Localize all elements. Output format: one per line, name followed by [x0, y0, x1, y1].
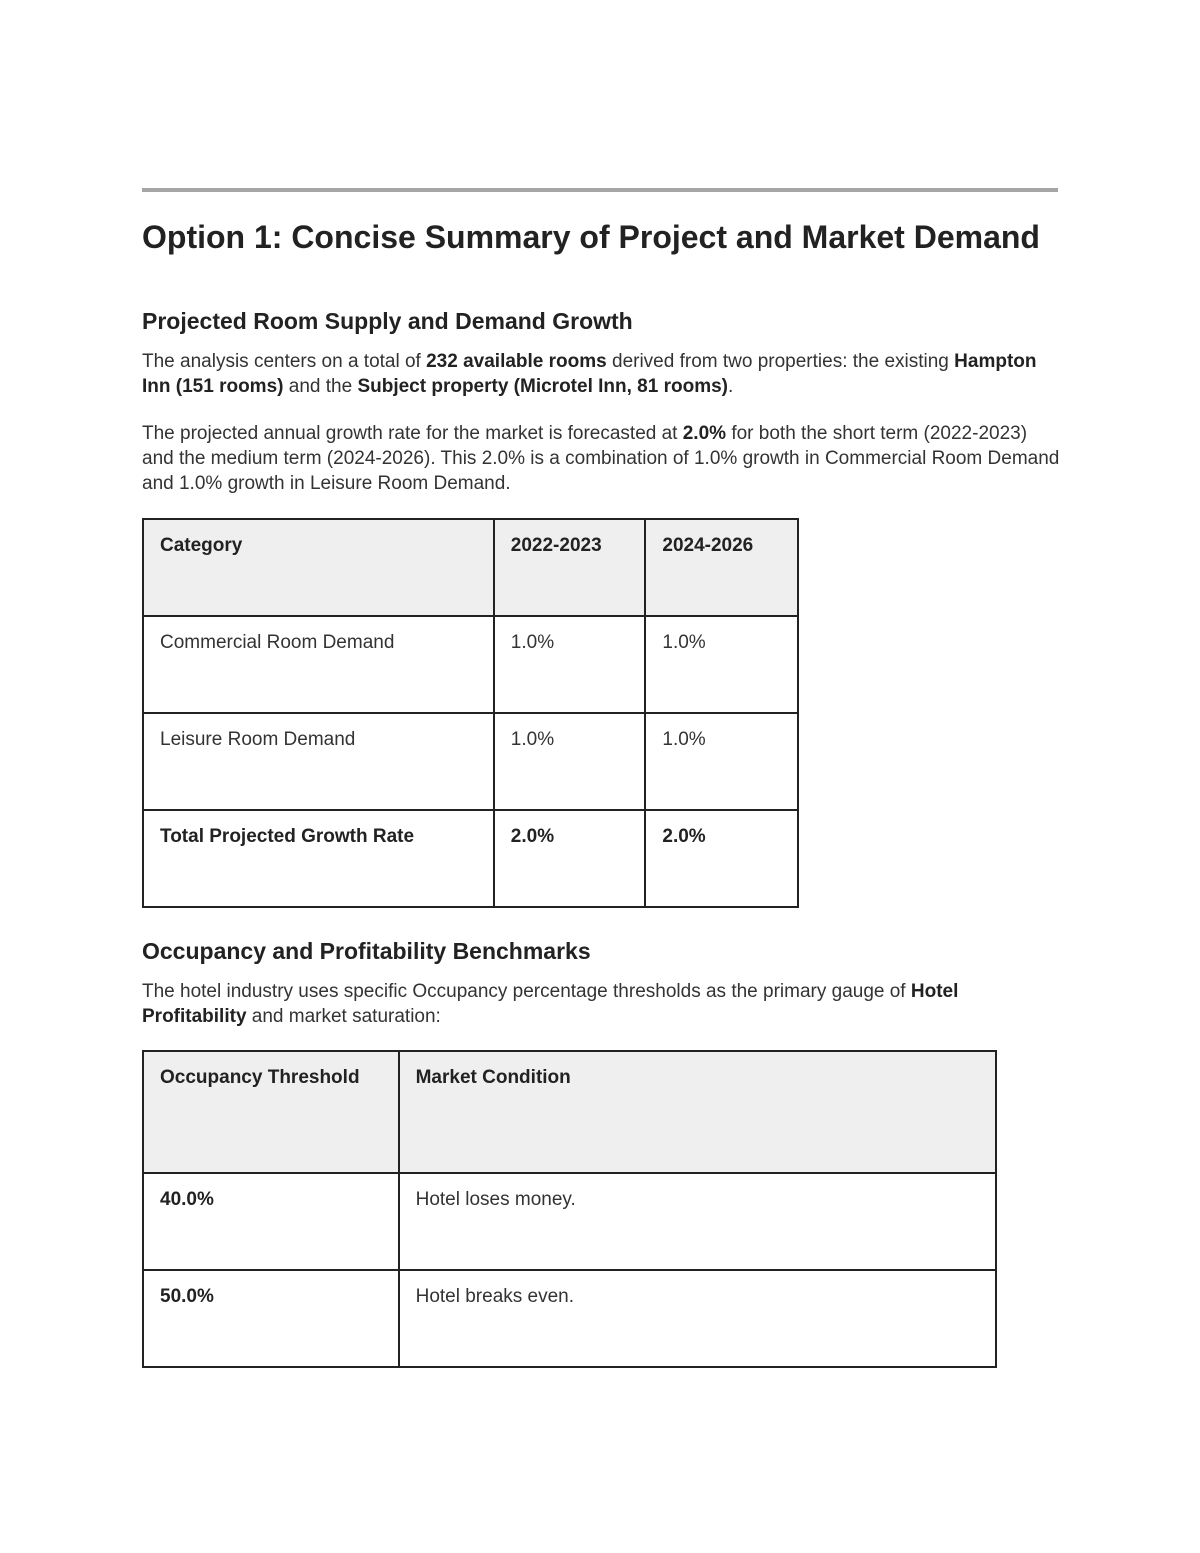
table-cell: Commercial Room Demand — [143, 616, 494, 713]
table-cell: Hotel breaks even. — [399, 1270, 996, 1367]
section-heading-growth: Projected Room Supply and Demand Growth — [142, 308, 633, 334]
growth-paragraph: The projected annual growth rate for the market is forecasted at 2.0% for both the short term (2022-2023) and the medium term (2024-2026). This 2.0% is a combination of 1.0% growth in Commercial Room Demand and 1.0% growth in Leisure Room Demand. — [142, 423, 1060, 494]
section-heading-occupancy: Occupancy and Profitability Benchmarks — [142, 938, 591, 964]
table-cell: Hotel loses money. — [399, 1173, 996, 1270]
occupancy-table — [142, 1050, 997, 1368]
table-cell: 2.0% — [645, 810, 798, 907]
table-row-total — [143, 810, 798, 907]
table-cell: 1.0% — [645, 713, 798, 810]
occupancy-paragraph: The hotel industry uses specific Occupancy percentage thresholds as the primary gauge of Hotel Profitability and market saturation: — [142, 981, 959, 1027]
table-row — [143, 616, 798, 713]
table-cell: 1.0% — [494, 616, 646, 713]
header-cell: 2022-2023 — [494, 519, 646, 616]
table-row — [143, 1270, 996, 1367]
rooms-paragraph: The analysis centers on a total of 232 available rooms derived from two properties: the existing Hampton Inn (151 rooms) and the Subject property (Microtel Inn, 81 rooms). — [142, 351, 1037, 397]
header-cell: Market Condition — [399, 1051, 996, 1173]
table-header-row — [143, 1051, 996, 1173]
table-cell: 50.0% — [143, 1270, 399, 1367]
table-cell: 2.0% — [494, 810, 646, 907]
table-cell: Leisure Room Demand — [143, 713, 494, 810]
table-header-row — [143, 519, 798, 616]
header-cell: 2024-2026 — [645, 519, 798, 616]
growth-table — [142, 518, 799, 908]
table-cell: 40.0% — [143, 1173, 399, 1270]
table-row — [143, 1173, 996, 1270]
header-cell: Category — [143, 519, 494, 616]
header-cell: Occupancy Threshold — [143, 1051, 399, 1173]
page-title: Option 1: Concise Summary of Project and Market Demand — [142, 219, 1040, 255]
table-cell: 1.0% — [645, 616, 798, 713]
table-cell: 1.0% — [494, 713, 646, 810]
table-cell: Total Projected Growth Rate — [143, 810, 494, 907]
table-row — [143, 713, 798, 810]
horizontal-rule — [142, 188, 1058, 192]
